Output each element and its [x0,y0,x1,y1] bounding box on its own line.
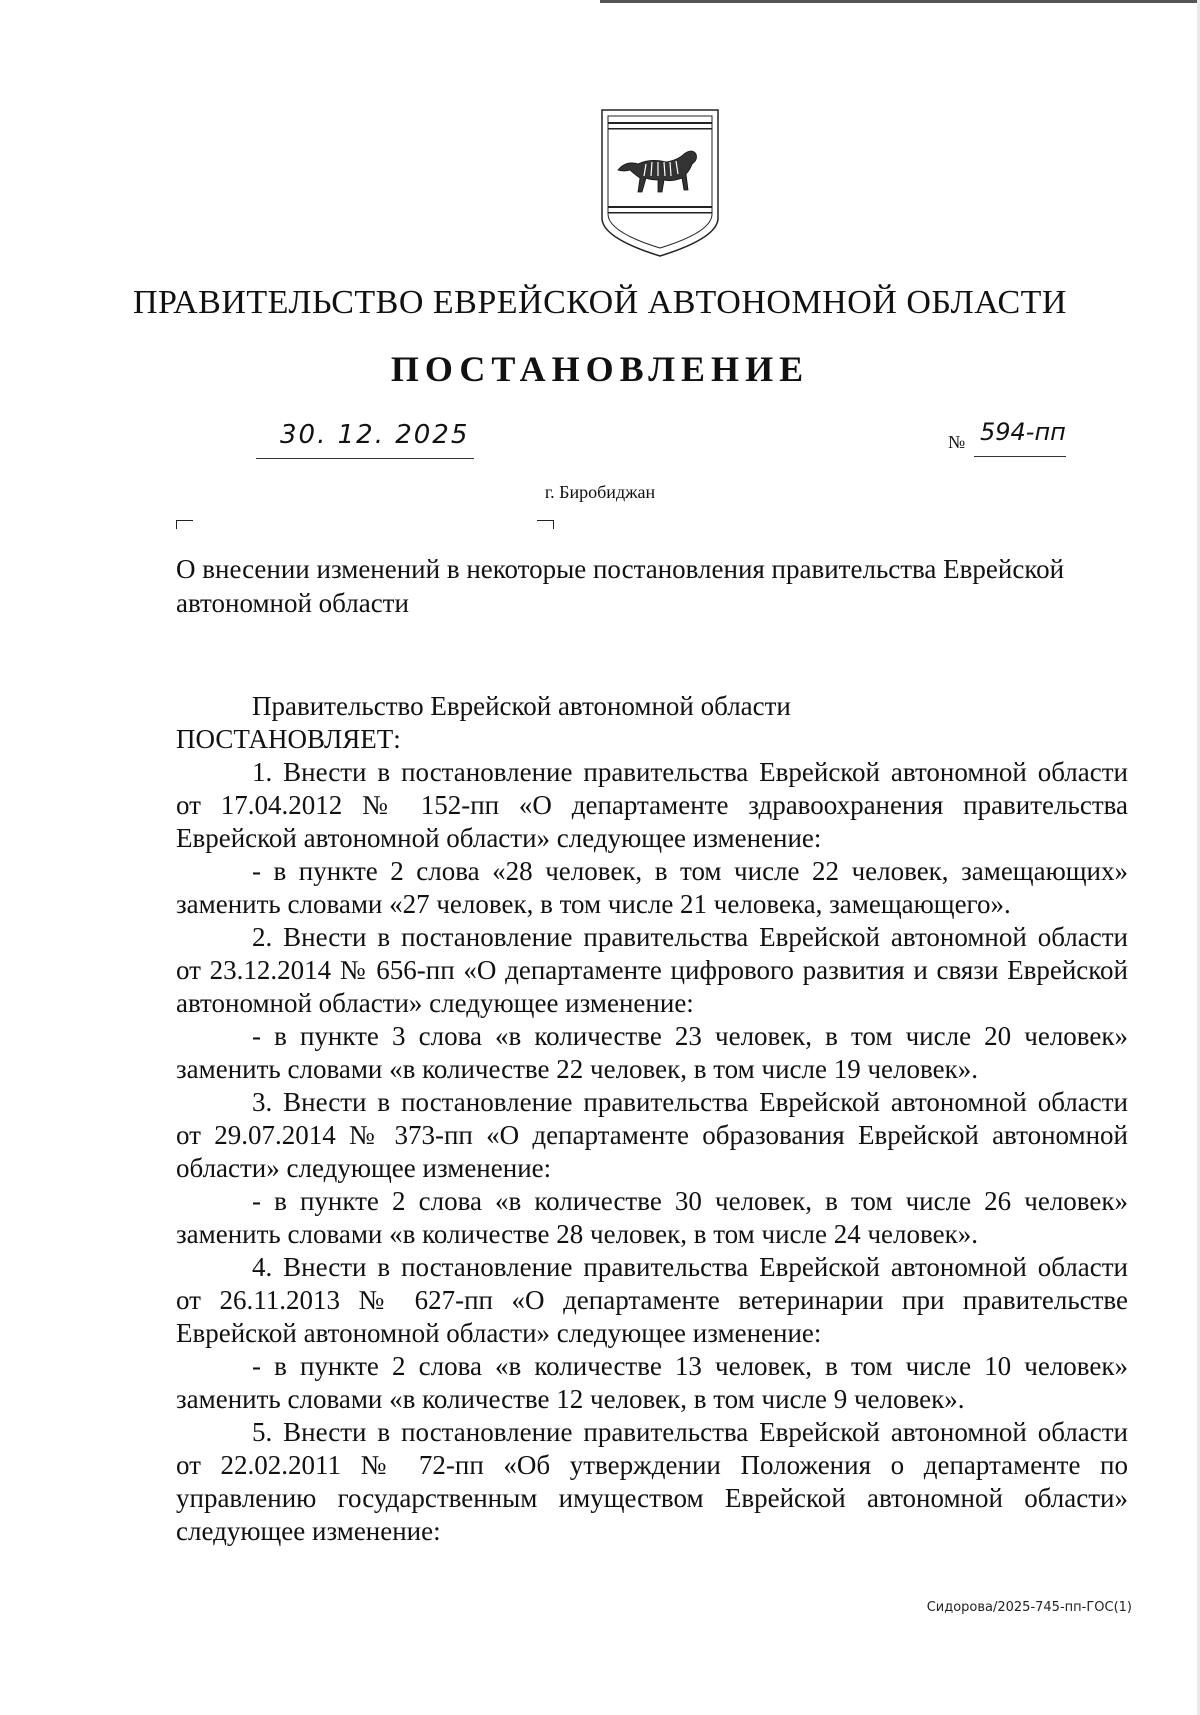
scan-top-edge [600,0,1200,3]
document-subject: О внесении изменений в некоторые постановления правительства Еврейской автономной области [176,554,1065,618]
organization-title: ПРАВИТЕЛЬСТВО ЕВРЕЙСКОЙ АВТОНОМНОЙ ОБЛАСТИ [132,284,1067,321]
intro-paragraph: Правительство Еврейской автономной области [252,691,791,721]
clause-3-change: - в пункте 2 слова «в количестве 30 человек, в том числе 26 человек» заменить словами «в количестве 28 человек, в том числе 24 человек». [176,1186,1128,1249]
city-label: г. Биробиджан [544,482,656,502]
number-sign: № [948,432,966,452]
document-body [176,690,1128,1548]
clause-1-change: - в пункте 2 слова «28 человек, в том числе 22 человек, замещающих» заменить словами «27 человек, в том числе 21 человека, замещающего». [176,856,1128,919]
clause-2-change: - в пункте 3 слова «в количестве 23 человек, в том числе 20 человек» заменить словами «в количестве 22 человек, в том числе 19 человек». [176,1021,1128,1084]
subject-bracket-right [537,520,554,529]
clause-2: 2. Внести в постановление правительства Еврейской автономной области от 23.12.2014 № 656-пп «О департаменте цифрового развития и связи Еврейской автономной области» следующее изменение: [176,922,1128,1018]
clause-4-change: - в пункте 2 слова «в количестве 13 человек, в том числе 10 человек» заменить словами «в количестве 12 человек, в том числе 9 человек». [176,1351,1128,1414]
subject-bracket-left [176,520,193,529]
decree-word: ПОСТАНОВЛЯЕТ: [176,724,401,754]
document-type-title: ПОСТАНОВЛЕНИЕ [390,349,810,389]
file-reference: Сидорова/2025-745-пп-ГОС(1) [926,1600,1132,1615]
clause-4: 4. Внести в постановление правительства Еврейской автономной области от 26.11.2013 № 627-пп «О департаменте ветеринарии при правительстве Еврейской автономной области» следующее изменение: [176,1252,1128,1348]
clause-1: 1. Внести в постановление правительства Еврейской автономной области от 17.04.2012 № 152-пп «О департаменте здравоохранения правительства Еврейской автономной области» следующее изменение: [176,757,1128,853]
clause-3: 3. Внести в постановление правительства Еврейской автономной области от 29.07.2014 № 373-пп «О департаменте образования Еврейской автономной области» следующее изменение: [176,1087,1128,1183]
clause-5: 5. Внести в постановление правительства Еврейской автономной области от 22.02.2011 № 72-пп «Об утверждении Положения о департаменте по управлению государственным имуществом Еврейской автономной области» следующее изменение: [176,1417,1128,1546]
coat-of-arms-tiger-icon [598,108,722,258]
number-line [974,418,1066,457]
handwritten-date: 30. 12. 2025 [280,420,470,450]
date-field [256,420,474,459]
handwritten-number: 594-пп [980,418,1066,446]
number-field [948,418,1068,458]
